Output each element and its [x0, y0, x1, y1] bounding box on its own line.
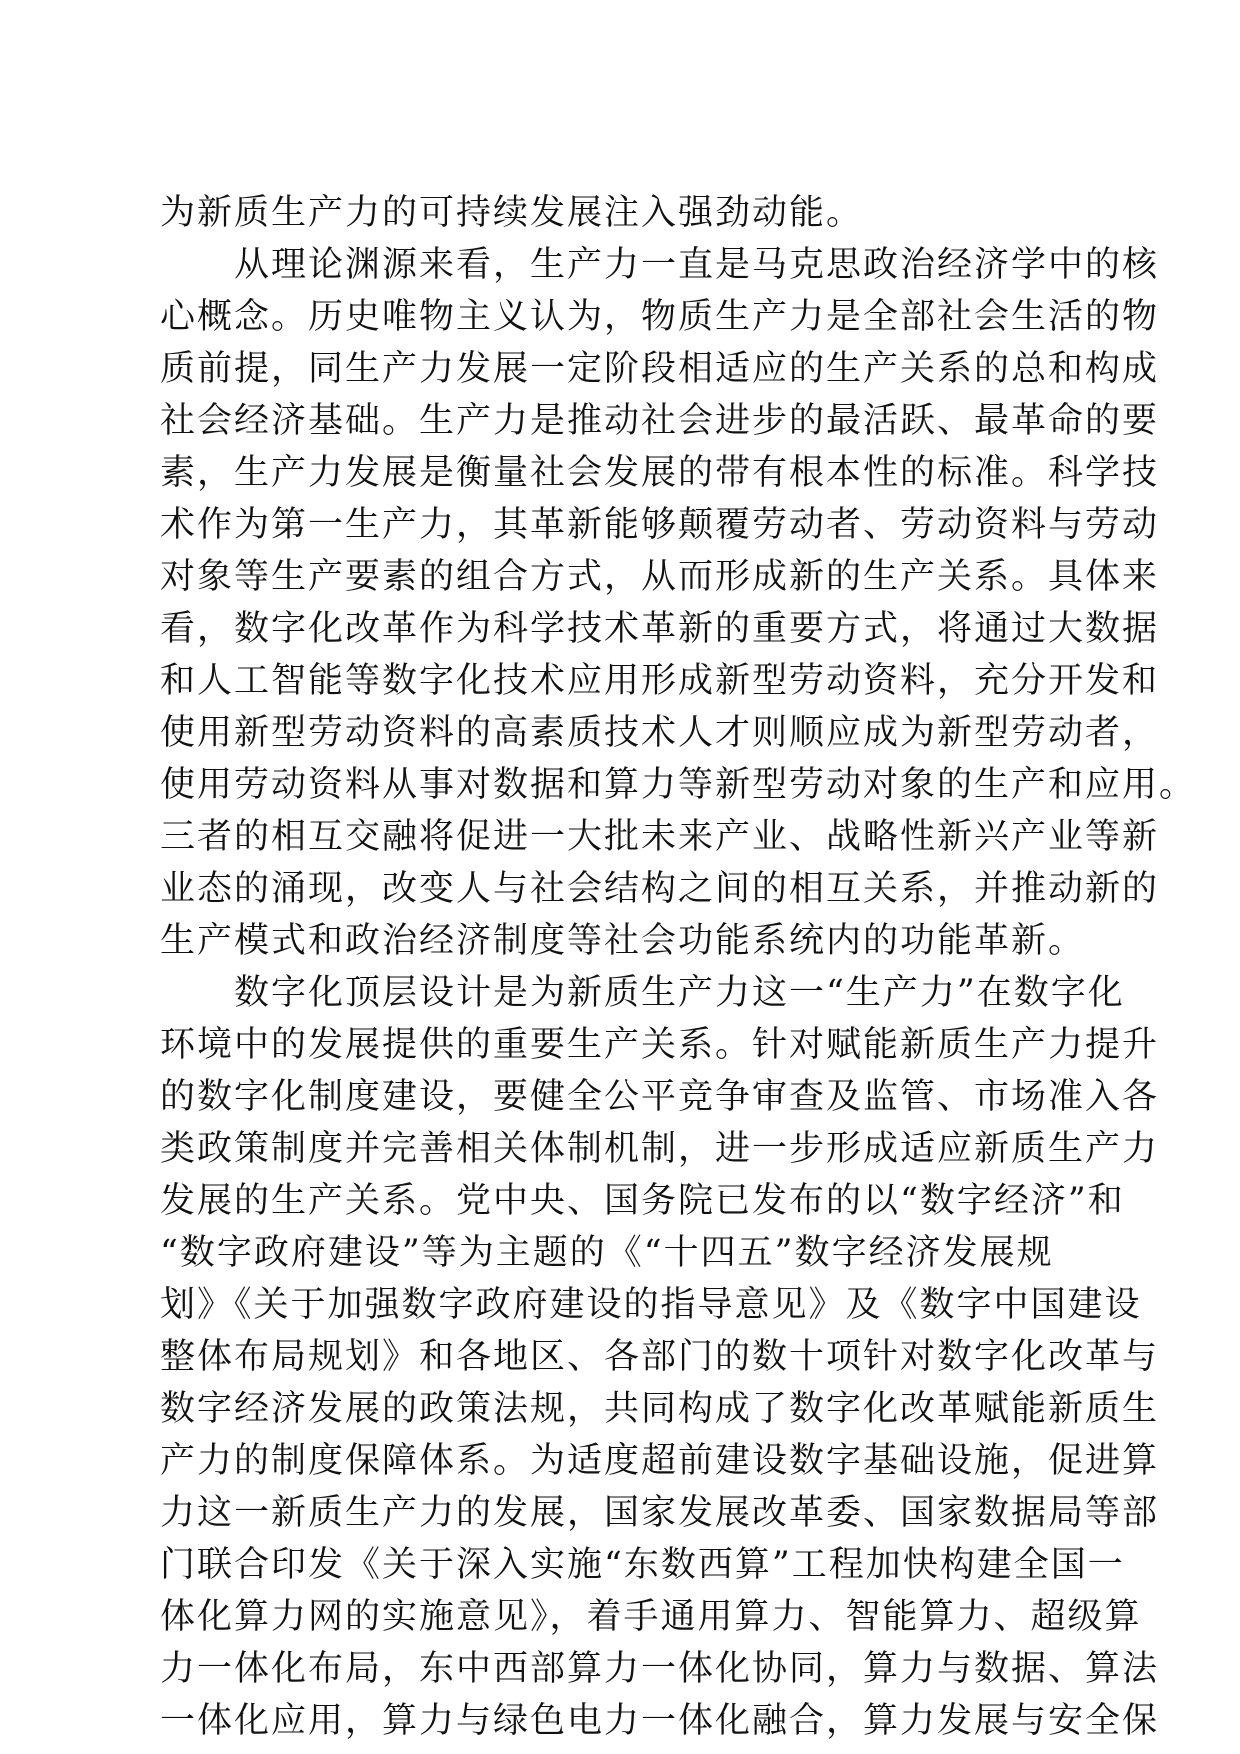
text-line: 产力的制度保障体系。为适度超前建设数字基础设施，促进算	[160, 1441, 1160, 1481]
text-line: 类政策制度并完善相关体制机制，进一步形成适应新质生产力	[160, 1129, 1160, 1169]
text-line: 和人工智能等数字化技术应用形成新型劳动资料，充分开发和	[160, 661, 1160, 701]
text-line: 看，数字化改革作为科学技术革新的重要方式，将通过大数据	[160, 609, 1160, 649]
text-line: 为新质生产力的可持续发展注入强劲动能。	[160, 193, 864, 233]
text-line: 发展的生产关系。党中央、国务院已发布的以“数字经济”和	[160, 1181, 1125, 1221]
text-line: 体化算力网的实施意见》，着手通用算力、智能算力、超级算	[160, 1597, 1142, 1637]
text-line: 整体布局规划》和各地区、各部门的数十项针对数字化改革与	[160, 1337, 1160, 1377]
text-line: 门联合印发《关于深入实施“东数西算”工程加快构建全国一	[160, 1545, 1125, 1585]
text-line: 划》《关于加强数字政府建设的指导意见》及《数字中国建设	[160, 1285, 1142, 1325]
text-line: 力一体化布局，东中西部算力一体化协同，算力与数据、算法	[160, 1649, 1160, 1689]
text-line: 数字经济发展的政策法规，共同构成了数字化改革赋能新质生	[160, 1389, 1160, 1429]
text-line: 心概念。历史唯物主义认为，物质生产力是全部社会生活的物	[160, 297, 1160, 337]
text-line: 生产模式和政治经济制度等社会功能系统内的功能革新。	[160, 921, 1086, 961]
text-line: 力这一新质生产力的发展，国家发展改革委、国家数据局等部	[160, 1493, 1160, 1533]
text-line: 环境中的发展提供的重要生产关系。针对赋能新质生产力提升	[160, 1025, 1160, 1065]
text-line: “数字政府建设”等为主题的《“十四五”数字经济发展规	[160, 1233, 1054, 1273]
text-line: 的数字化制度建设，要健全公平竞争审查及监管、市场准入各	[160, 1077, 1160, 1117]
text-line: 业态的涌现，改变人与社会结构之间的相互关系，并推动新的	[160, 869, 1160, 909]
body-text	[160, 187, 1197, 1747]
text-line: 对象等生产要素的组合方式，从而形成新的生产关系。具体来	[160, 557, 1160, 597]
text-line: 社会经济基础。生产力是推动社会进步的最活跃、最革命的要	[160, 401, 1160, 441]
text-line: 使用新型劳动资料的高素质技术人才则顺应成为新型劳动者，	[160, 713, 1160, 753]
text-line: 质前提，同生产力发展一定阶段相适应的生产关系的总和构成	[160, 349, 1160, 389]
text-line: 术作为第一生产力，其革新能够颠覆劳动者、劳动资料与劳动	[160, 505, 1160, 545]
text-line: 使用劳动资料从事对数据和算力等新型劳动对象的生产和应用。	[160, 765, 1197, 805]
text-line: 一体化应用，算力与绿色电力一体化融合，算力发展与安全保	[160, 1701, 1160, 1741]
text-line: 三者的相互交融将促进一大批未来产业、战略性新兴产业等新	[160, 817, 1160, 857]
paragraph-start-line: 数字化顶层设计是为新质生产力这一“生产力”在数字化	[234, 973, 1125, 1013]
paragraph-start-line: 从理论渊源来看，生产力一直是马克思政治经济学中的核	[234, 245, 1160, 285]
text-line: 素，生产力发展是衡量社会发展的带有根本性的标准。科学技	[160, 453, 1160, 493]
